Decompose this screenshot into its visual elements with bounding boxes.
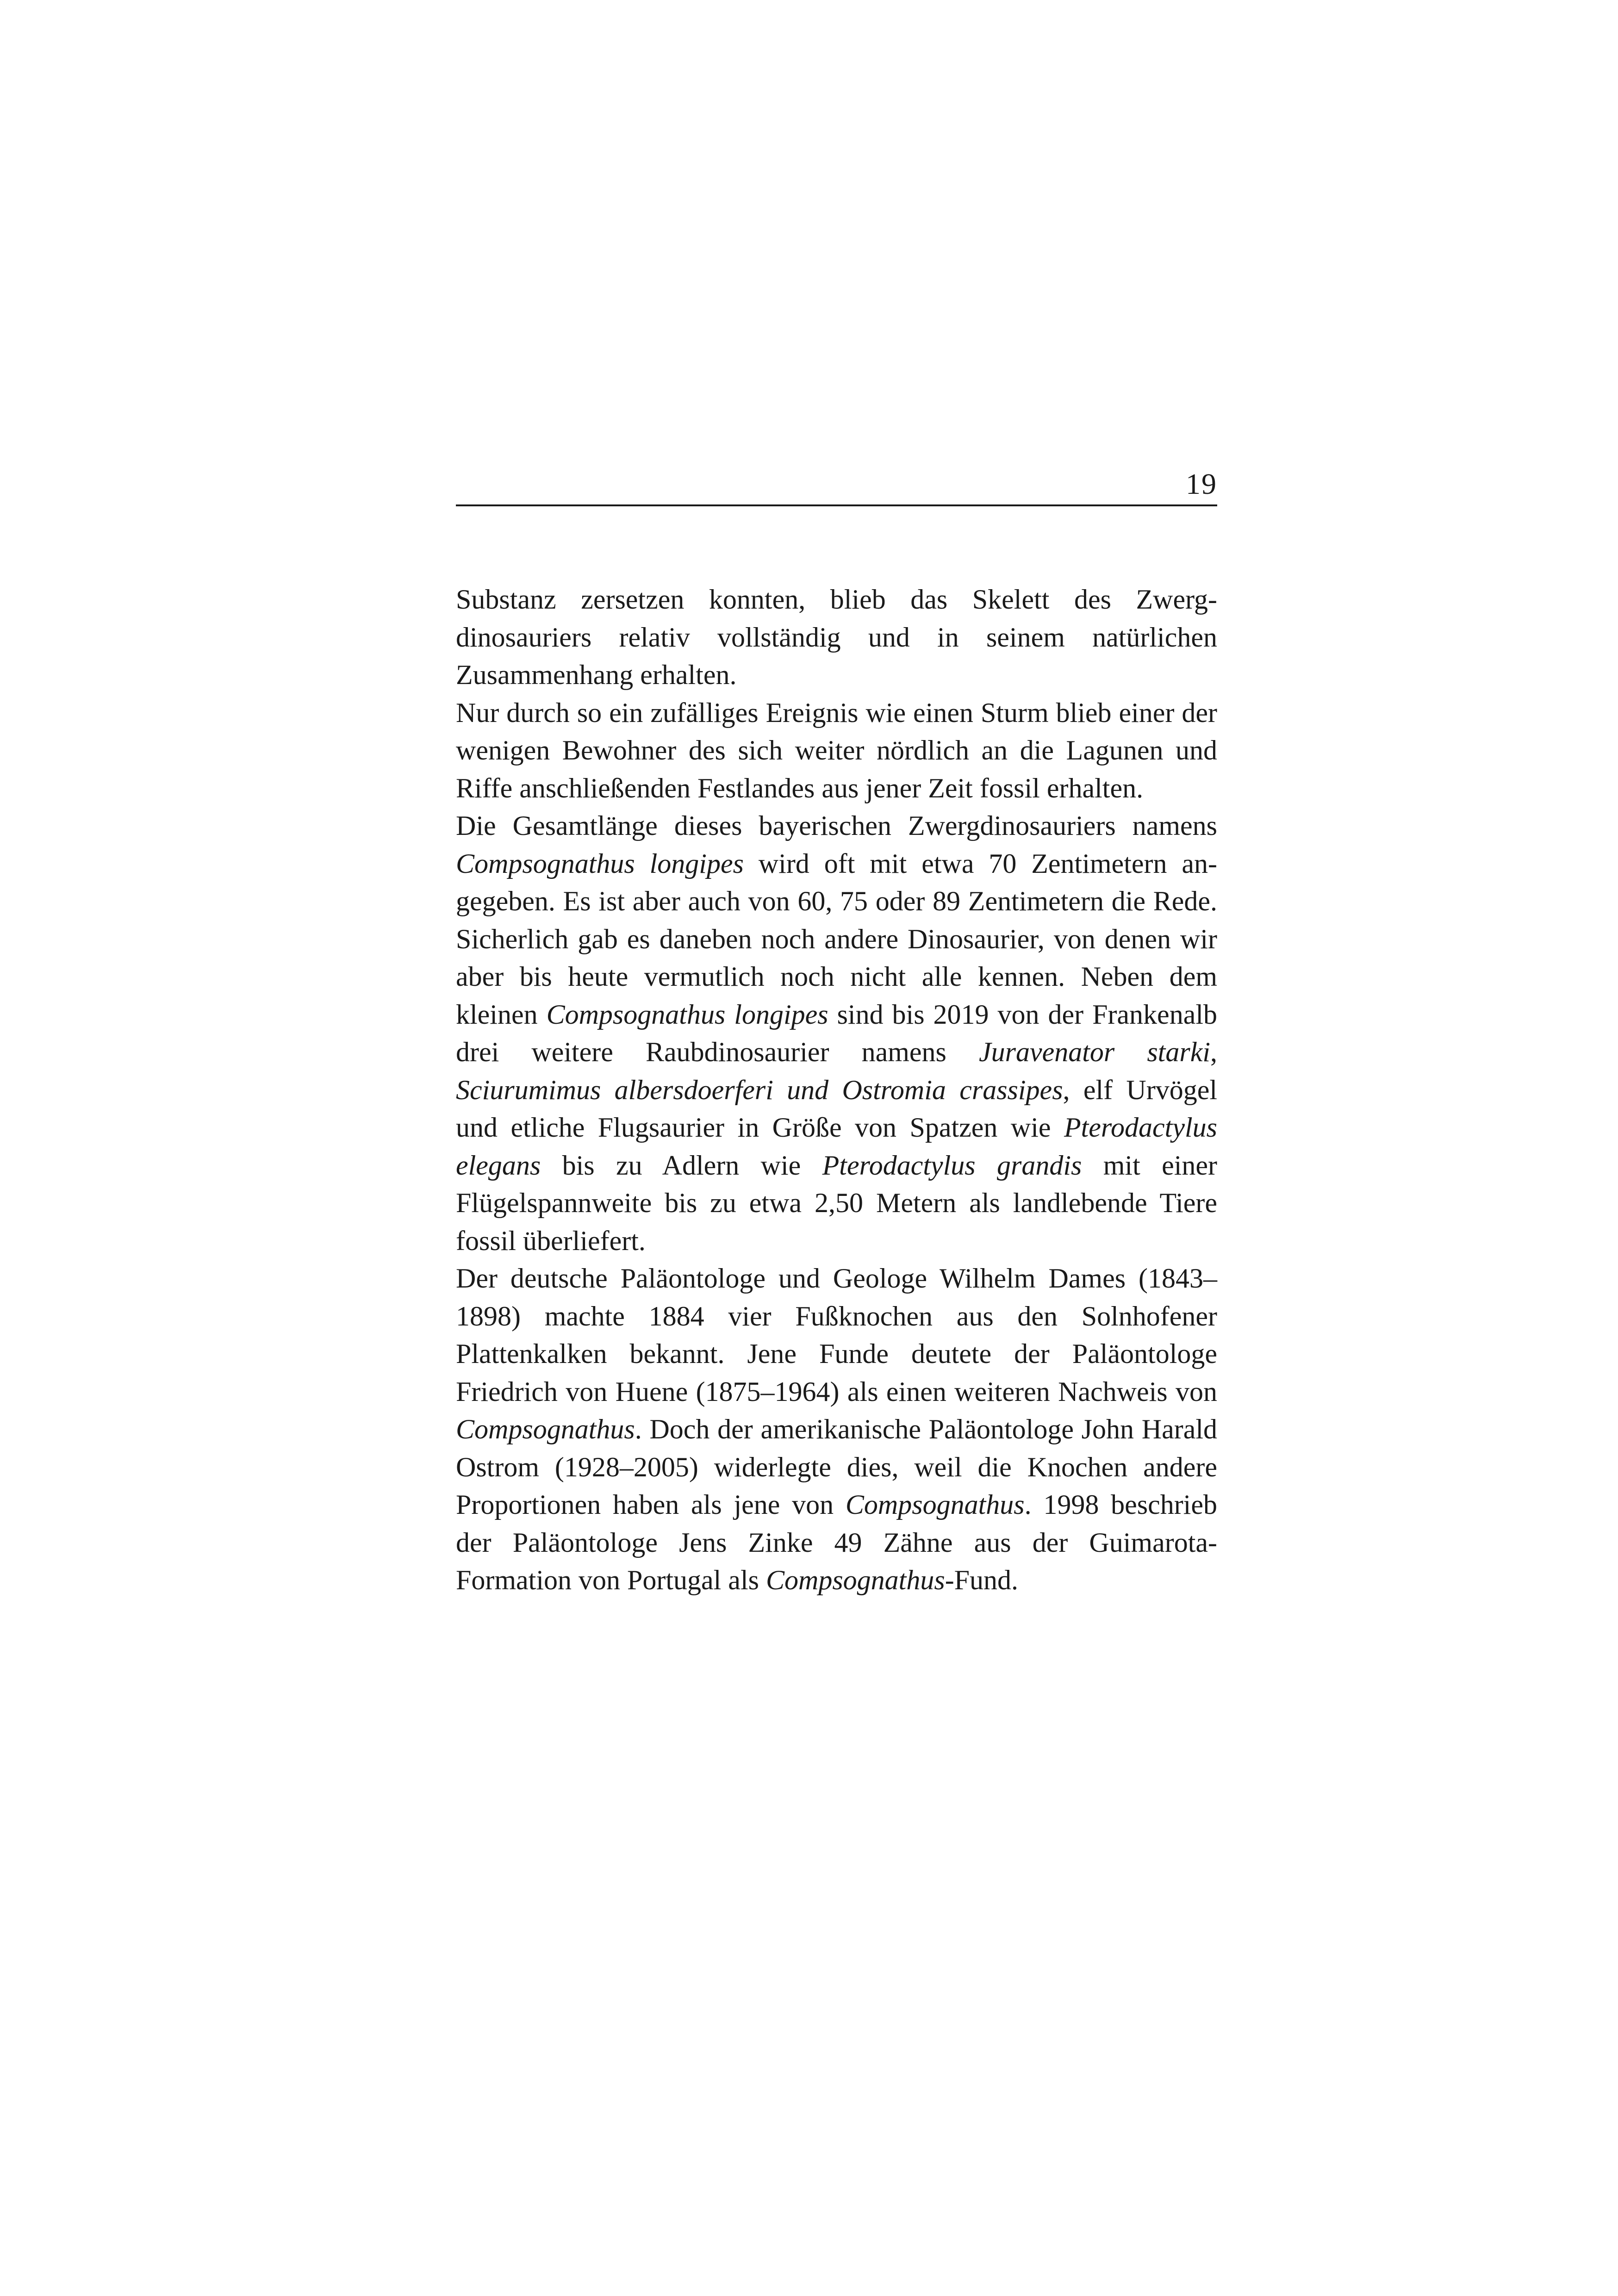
italic-taxon-name: Compsognathus longipes [456,848,744,879]
paragraph [456,807,1217,1260]
italic-taxon-name: Compsognathus [456,1414,635,1444]
text-run: , [1210,1037,1217,1067]
text-run: , elf Urvögel und etliche Flugsaurier in Größe von Spatzen wie [456,1074,1217,1143]
paragraph [456,1260,1217,1599]
text-run: . 1998 beschrieb der Paläontologe Jens Zinke 49 Zähne aus der Guimarota-Formation von Portugal als [456,1489,1217,1595]
page-number: 19 [1186,467,1217,500]
italic-taxon-name: Compsognathus longipes [546,999,828,1030]
text-run: Nur durch so ein zufälliges Ereignis wie einen Sturm blieb einer der wenigen Bewohner des sich weiter nördlich an die Lagunen und Riffe anschließenden Festlandes aus jener Zeit fossil erhalten. [456,697,1217,803]
paragraph [456,581,1217,694]
italic-taxon-name: Juravenator starki [978,1037,1210,1067]
text-run: Substanz zersetzen konnten, blieb das Skelett des Zwergdinosauriers relativ vollständig und in seinem natürlichen Zusammenhang erhalten. [456,584,1217,690]
text-run: mit einer Flügelspannweite bis zu etwa 2,50 Metern als landlebende Tiere fossil überliefert. [456,1150,1217,1256]
text-run: -Fund. [945,1565,1019,1595]
text-run: . Doch der amerikanische Paläontologe John Harald Ostrom (1928–2005) widerlegte dies, weil die Knochen andere Proportionen haben als jene von [456,1414,1217,1520]
body-text [456,581,1217,1599]
text-run: wird oft mit etwa 70 Zentimetern angegeben. Es ist aber auch von 60, 75 oder 89 Zentimetern die Rede. Sicherlich gab es daneben noch andere Dinosaurier, von denen wir aber bis heute vermutlich noch nicht alle kennen. Neben dem kleinen [456,848,1217,1030]
paragraph [456,694,1217,808]
italic-taxon-name: Pterodactylus elegans [456,1112,1217,1181]
italic-taxon-name: Compsognathus [845,1489,1025,1520]
text-run: bis zu Adlern wie [541,1150,822,1181]
text-run: sind bis 2019 von der Frankenalb drei weitere Raubdinosaurier namens [456,999,1217,1067]
text-run: Die Gesamtlänge dieses bayerischen Zwergdinosauriers namens [456,810,1217,841]
text-run: Der deutsche Paläontologe und Geologe Wilhelm Dames (1843–1898) machte 1884 vier Fußknochen aus den Solnhofener Plattenkalken bekannt. Jene Funde deutete der Paläontologe Friedrich von Huene (1875–1964) als einen weiteren Nachweis von [456,1263,1217,1407]
italic-taxon-name: Sciurumimus albersdoerferi und Ostromia crassipes [456,1074,1063,1105]
running-header [456,458,1217,506]
italic-taxon-name: Compsognathus [765,1565,945,1595]
italic-taxon-name: Pterodactylus grandis [822,1150,1082,1181]
